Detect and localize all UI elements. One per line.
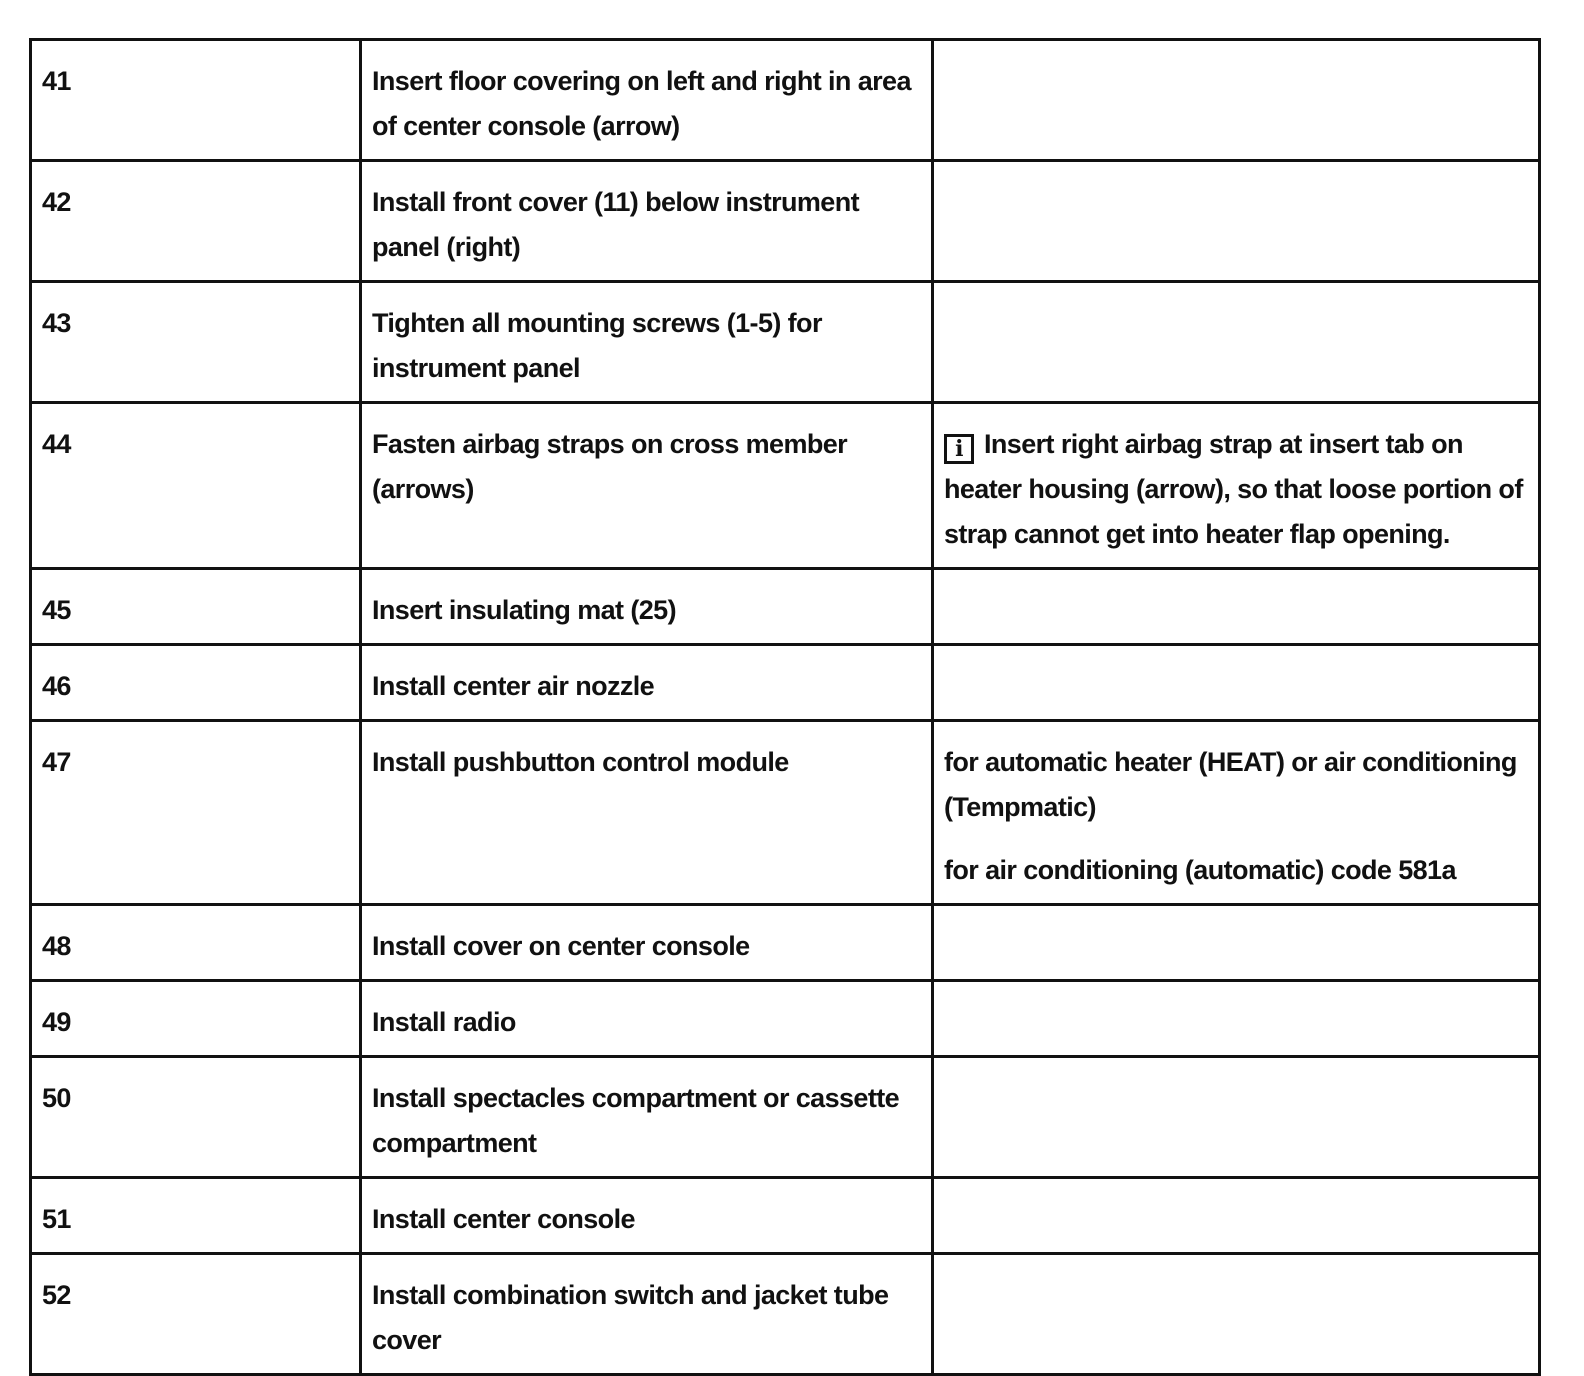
step-action: Install radio [361, 981, 933, 1057]
step-action: Tighten all mounting screws (1-5) for instrument panel [361, 282, 933, 403]
table-row [31, 403, 1540, 569]
step-note [933, 721, 1540, 905]
step-note [933, 1057, 1540, 1178]
table-row [31, 161, 1540, 282]
step-number: 43 [31, 282, 361, 403]
step-number: 51 [31, 1178, 361, 1254]
step-number: 45 [31, 569, 361, 645]
step-action: Install combination switch and jacket tube cover [361, 1254, 933, 1375]
step-note [933, 161, 1540, 282]
step-note [933, 40, 1540, 161]
step-action: Install pushbutton control module [361, 721, 933, 905]
step-action: Fasten airbag straps on cross member (arrows) [361, 403, 933, 569]
table-row [31, 645, 1540, 721]
info-icon: i [944, 434, 974, 464]
step-action: Install center air nozzle [361, 645, 933, 721]
step-note [933, 569, 1540, 645]
step-number: 52 [31, 1254, 361, 1375]
step-note [933, 1254, 1540, 1375]
table-row [31, 1254, 1540, 1375]
step-note [933, 645, 1540, 721]
step-note-text: for air conditioning (automatic) code 581a [944, 855, 1456, 885]
step-action: Install front cover (11) below instrument panel (right) [361, 161, 933, 282]
step-number: 41 [31, 40, 361, 161]
step-number: 48 [31, 905, 361, 981]
step-action: Install spectacles compartment or cassette compartment [361, 1057, 933, 1178]
step-note [933, 905, 1540, 981]
table-row [31, 569, 1540, 645]
step-number: 49 [31, 981, 361, 1057]
step-note-text: Insert right airbag strap at insert tab on heater housing (arrow), so that loose portion of strap cannot get into heater flap opening. [944, 429, 1523, 549]
step-note [933, 282, 1540, 403]
step-note [933, 981, 1540, 1057]
step-action: Install center console [361, 1178, 933, 1254]
step-note-text: for automatic heater (HEAT) or air conditioning (Tempmatic) [944, 747, 1517, 822]
step-number: 47 [31, 721, 361, 905]
step-number: 50 [31, 1057, 361, 1178]
table-row [31, 721, 1540, 905]
table-row [31, 1057, 1540, 1178]
table-row [31, 905, 1540, 981]
step-number: 46 [31, 645, 361, 721]
table-row [31, 282, 1540, 403]
step-note [933, 1178, 1540, 1254]
step-action: Install cover on center console [361, 905, 933, 981]
step-note [933, 403, 1540, 569]
step-number: 42 [31, 161, 361, 282]
table-row [31, 40, 1540, 161]
step-action: Insert insulating mat (25) [361, 569, 933, 645]
step-number: 44 [31, 403, 361, 569]
table-row [31, 981, 1540, 1057]
table-row [31, 1178, 1540, 1254]
procedure-table [29, 38, 1541, 1376]
step-action: Insert floor covering on left and right in area of center console (arrow) [361, 40, 933, 161]
